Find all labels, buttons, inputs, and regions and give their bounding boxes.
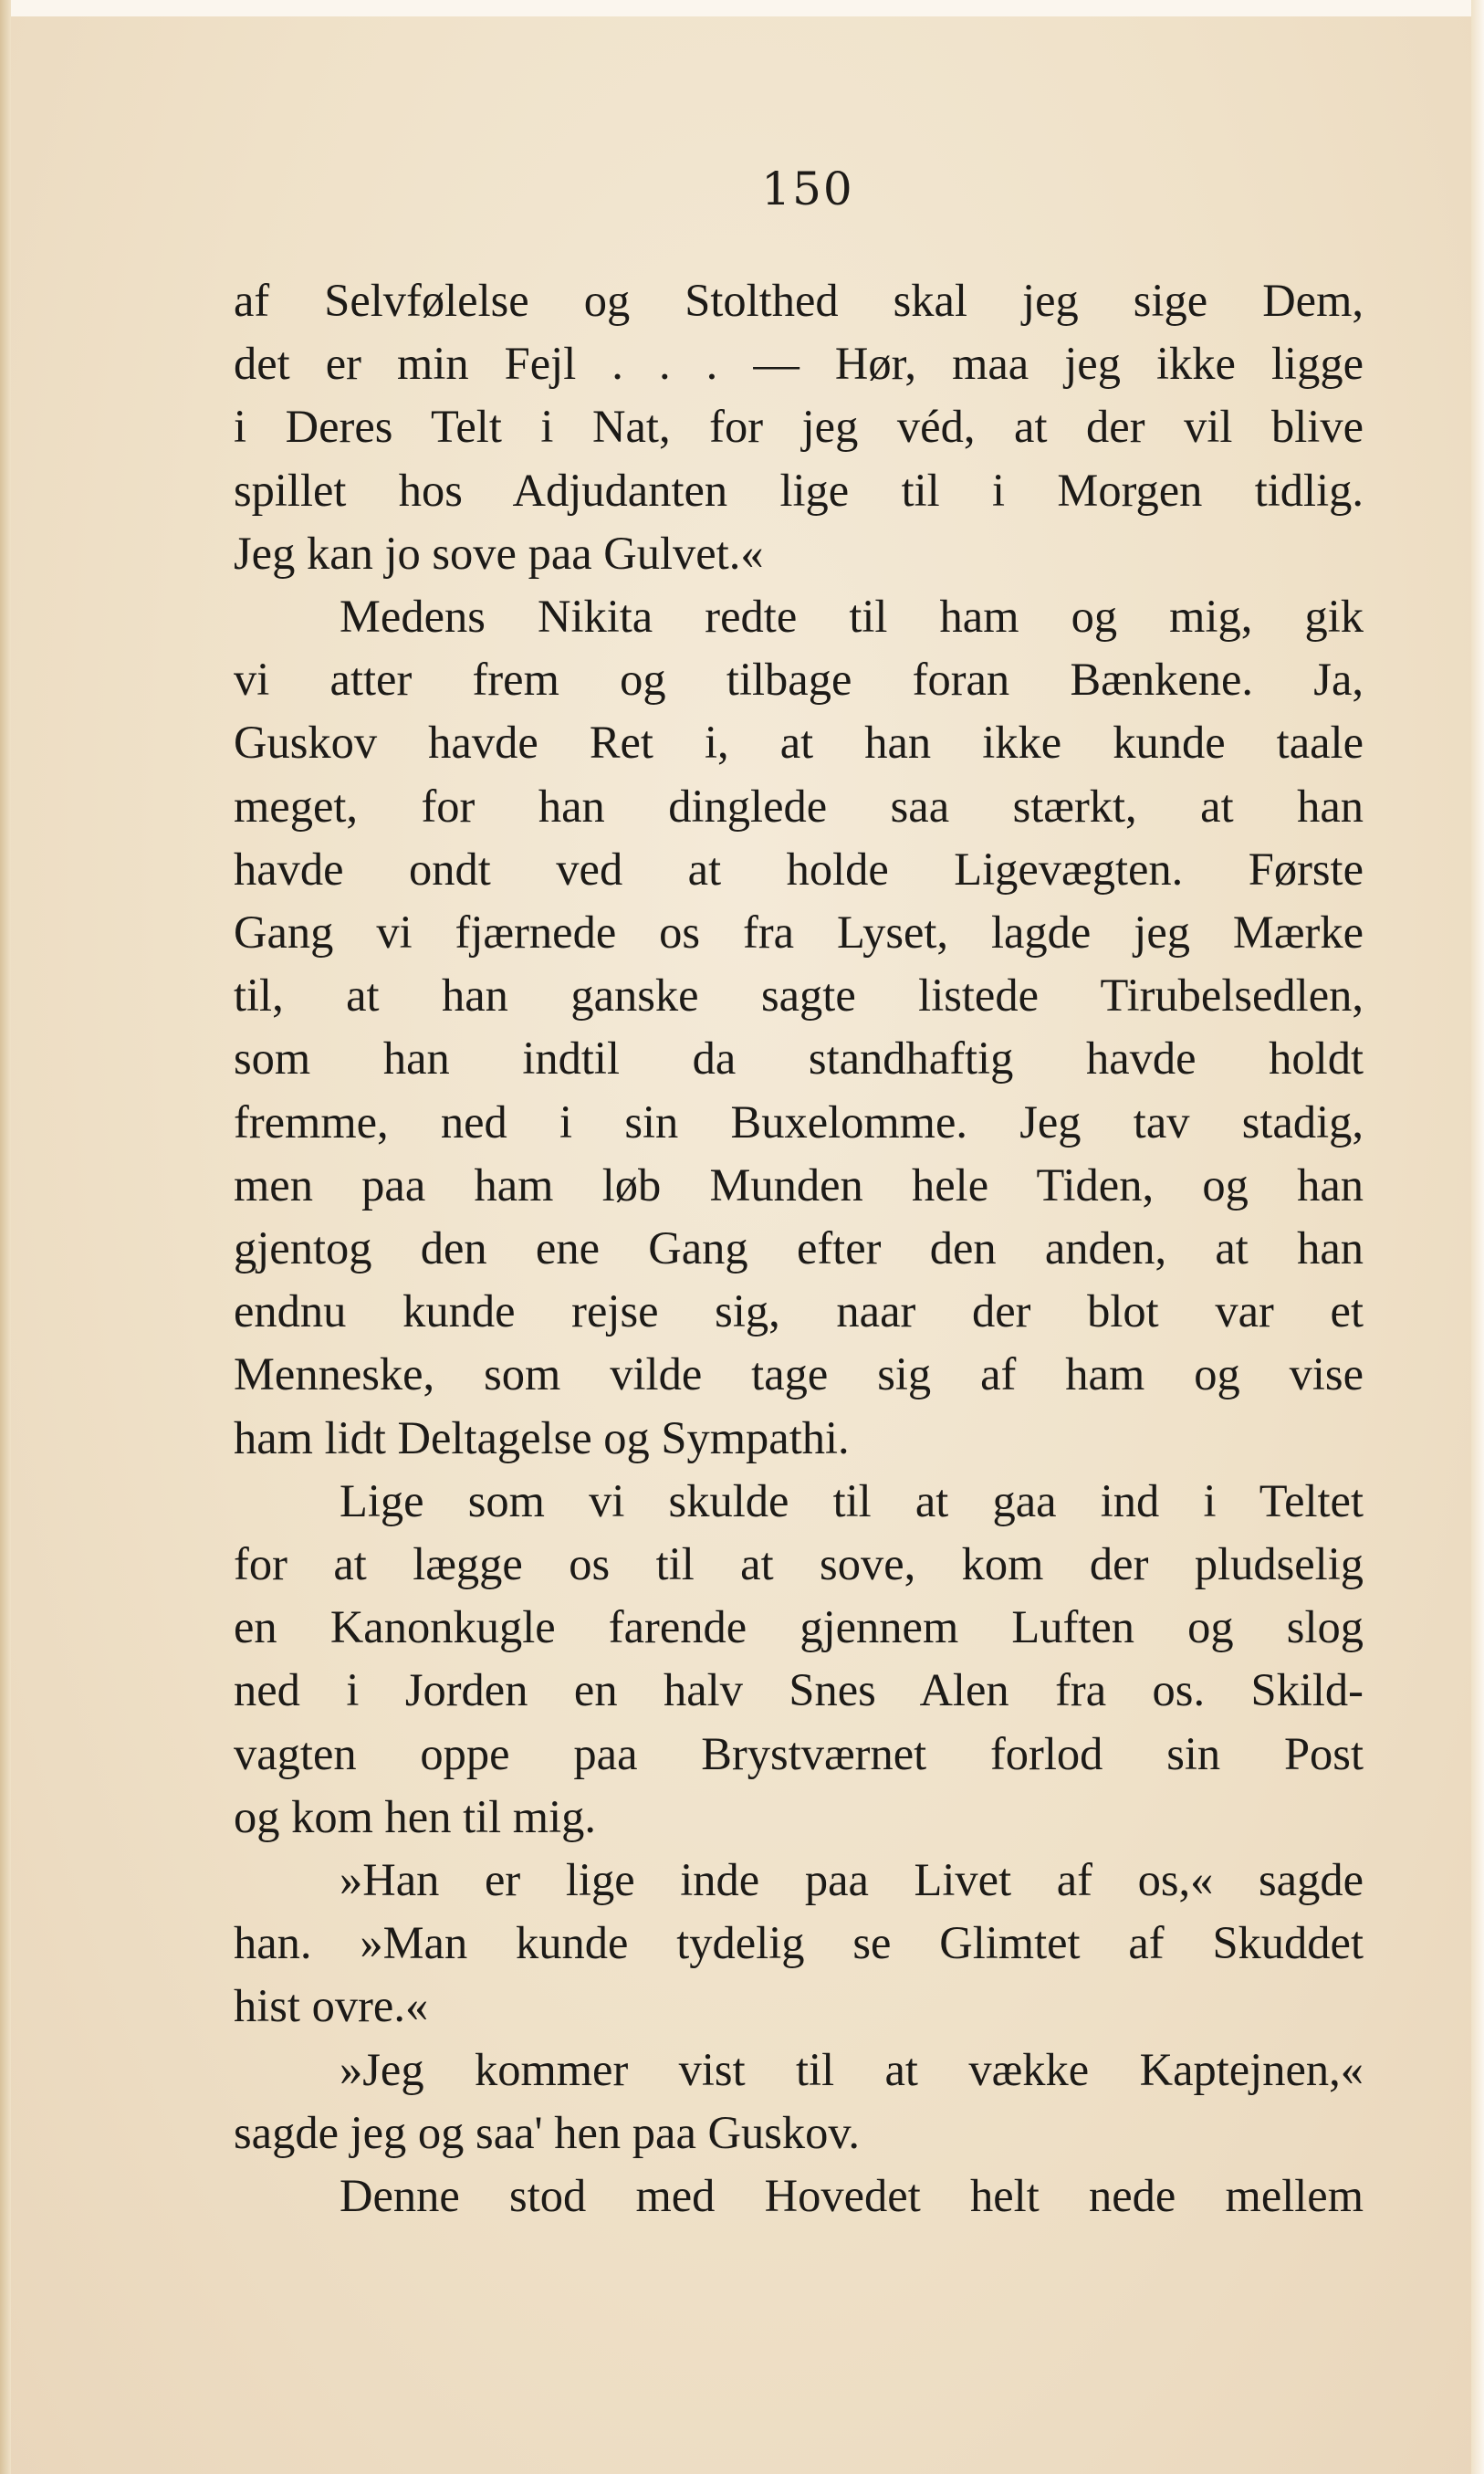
text-line: som han indtil da standhaftig havde holdt	[234, 1033, 1364, 1085]
text-line: Denne stod med Hovedet helt nede mellem	[340, 2170, 1364, 2222]
page-number: 150	[761, 162, 854, 215]
text-line: endnu kunde rejse sig, naar der blot var et	[234, 1285, 1364, 1337]
text-line: han. »Man kunde tydelig se Glimtet af Skuddet	[234, 1917, 1364, 1969]
text-line: Jeg kan jo sove paa Gulvet.«	[234, 527, 764, 579]
text-line: det er min Fejl . . . — Hør, maa jeg ikke ligge	[234, 338, 1364, 390]
text-line: Lige som vi skulde til at gaa ind i Teltet	[340, 1474, 1364, 1526]
text-line: ham lidt Deltagelse og Sympathi.	[234, 1411, 850, 1463]
text-line: vi atter frem og tilbage foran Bænkene. Ja,	[234, 654, 1364, 706]
text-line: af Selvfølelse og Stolthed skal jeg sige Dem,	[234, 275, 1364, 326]
text-line: spillet hos Adjudanten lige til i Morgen tidlig.	[234, 464, 1364, 516]
page-edge-left	[0, 0, 11, 2474]
text-line: »Jeg kommer vist til at vække Kaptejnen,«	[340, 2043, 1364, 2095]
text-line: gjentog den ene Gang efter den anden, at han	[234, 1222, 1364, 1274]
text-line: vagten oppe paa Brystværnet forlod sin Post	[234, 1727, 1364, 1779]
text-line: Gang vi fjærnede os fra Lyset, lagde jeg Mærke	[234, 907, 1364, 959]
page-edge-top	[0, 0, 1484, 16]
text-line: ned i Jorden en halv Snes Alen fra os. Skild-	[234, 1664, 1364, 1716]
text-line: men paa ham løb Munden hele Tiden, og han	[234, 1158, 1364, 1211]
text-line: og kom hen til mig.	[234, 1790, 596, 1842]
text-line: Guskov havde Ret i, at han ikke kunde taale	[234, 717, 1364, 769]
text-line: »Han er lige inde paa Livet af os,« sagde	[340, 1854, 1364, 1906]
text-line: Menneske, som vilde tage sig af ham og vise	[234, 1348, 1364, 1400]
text-line: Medens Nikita redte til ham og mig, gik	[340, 591, 1364, 643]
text-line: meget, for han dinglede saa stærkt, at han	[234, 780, 1364, 832]
text-line: hist ovre.«	[234, 1980, 429, 2032]
text-line: for at lægge os til at sove, kom der pludselig	[234, 1538, 1364, 1590]
text-line: havde ondt ved at holde Ligevægten. Første	[234, 843, 1364, 895]
body-text	[234, 269, 1364, 2228]
text-line: en Kanonkugle farende gjennem Luften og slog	[234, 1601, 1364, 1653]
text-line: til, at han ganske sagte listede Tirubelsedlen,	[234, 970, 1364, 1022]
page-edge-right	[1471, 0, 1484, 2474]
text-line: sagde jeg og saa' hen paa Guskov.	[234, 2106, 860, 2158]
text-line: i Deres Telt i Nat, for jeg véd, at der vil blive	[234, 401, 1364, 453]
text-line: fremme, ned i sin Buxelomme. Jeg tav stadig,	[234, 1095, 1364, 1148]
